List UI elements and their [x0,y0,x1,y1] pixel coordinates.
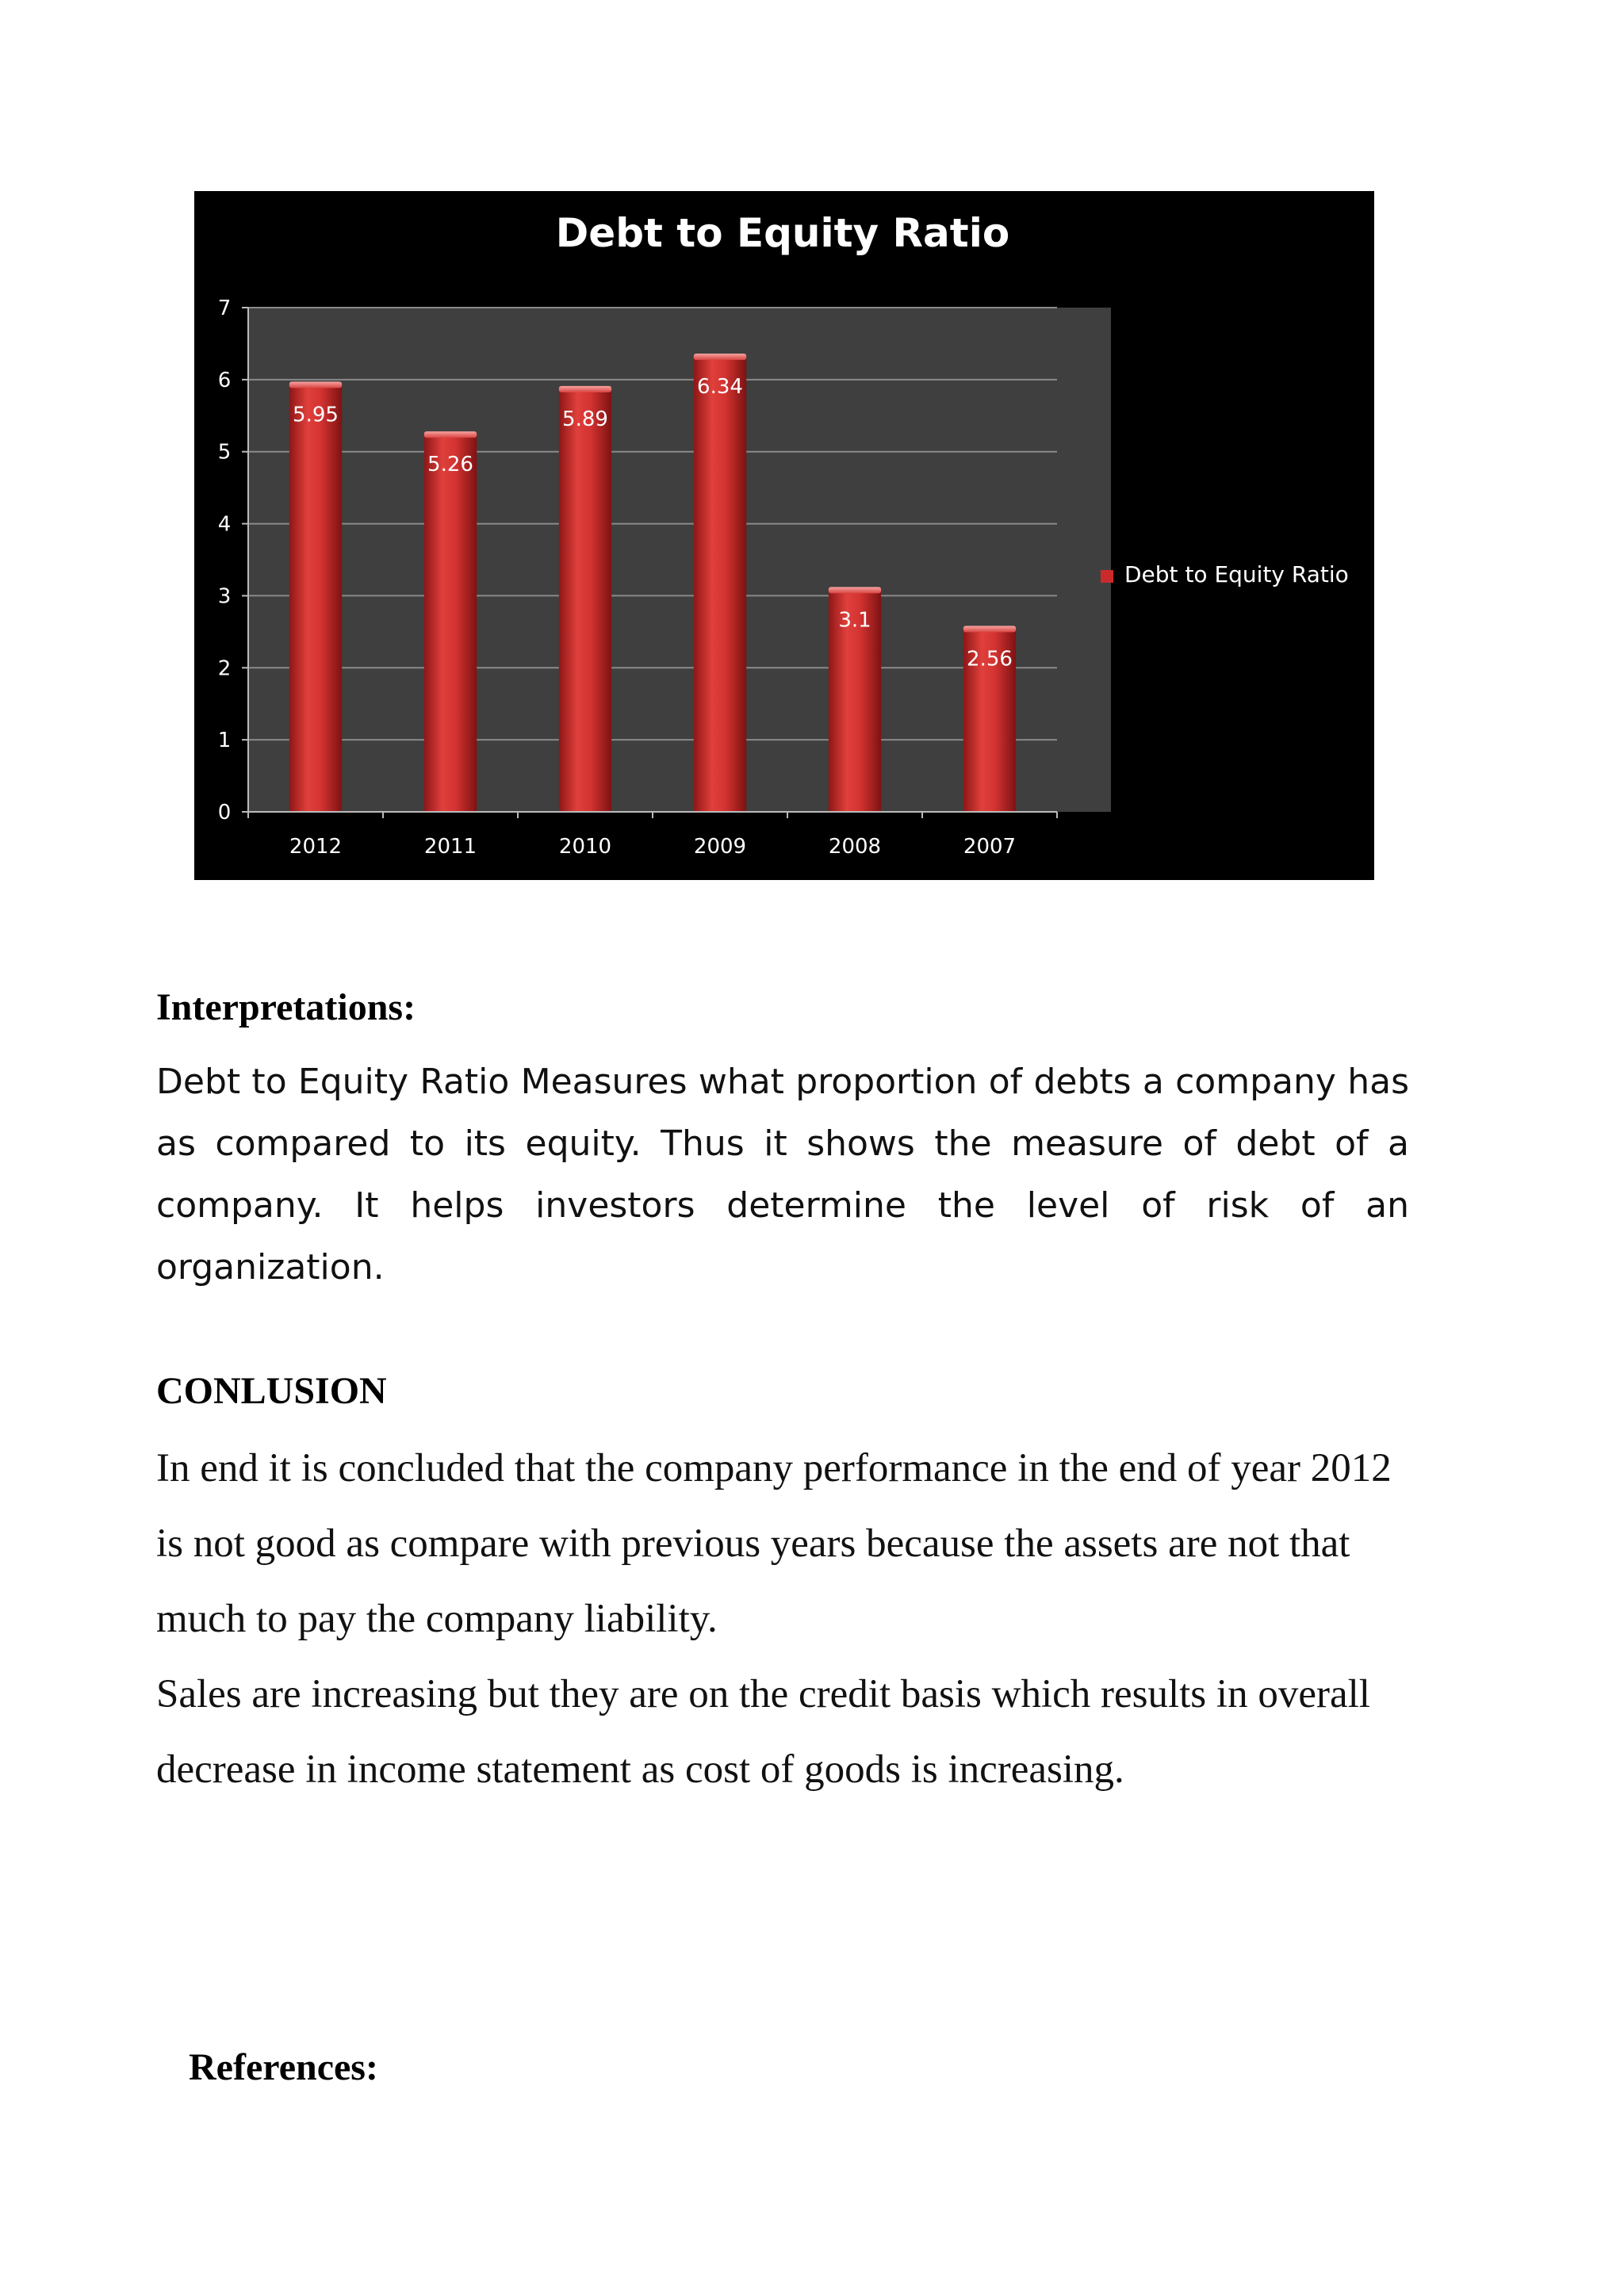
bar-2010 [559,386,611,812]
x-tick-label: 2009 [693,835,747,859]
data-label: 3.1 [838,608,871,633]
y-tick-label: 6 [217,368,232,392]
x-tick-label: 2012 [289,835,343,859]
conclusion-paragraph-2: Sales are increasing but they are on the credit basis which results in overall decrease in income statement as cost of goods is increasing. [156,1672,1370,1792]
data-label: 5.26 [427,453,473,477]
data-label: 5.95 [293,403,339,427]
y-tick-label: 5 [217,440,232,465]
chart-legend [1101,561,1349,587]
bar-2011 [424,431,477,812]
conclusion-paragraph-1: In end it is concluded that the company performance in the end of year 2012 is not good as compare with previous years because the assets are not that much to pay the company liability. [156,1446,1392,1641]
references-heading: References: [189,2046,378,2088]
y-tick-label: 2 [217,656,232,681]
x-tick-label: 2011 [423,835,477,859]
y-tick-label: 3 [217,584,232,609]
conclusion-heading: CONLUSION [156,1370,387,1412]
data-label: 6.34 [697,374,743,399]
bar-body [559,388,611,812]
bar-cap [963,626,1016,632]
bar-cap [694,354,746,360]
interpretations-text: Debt to Equity Ratio Measures what proportion of debts a company has as compared to its equity. Thus it shows the measure of debt of a company. It helps investors determine the level of risk of an organization. [156,1062,1409,1288]
bar-2007 [963,626,1016,812]
bar-body [424,433,477,812]
x-tick-label: 2007 [963,835,1017,859]
bar-cap [829,587,881,593]
y-tick-label: 1 [217,729,232,753]
bar-cap [424,431,477,438]
bar-2009 [694,354,746,812]
bar-2012 [289,381,342,812]
bar-cap [559,386,611,392]
y-tick-label: 7 [217,297,232,320]
chart-svg [194,191,1374,880]
data-label: 5.89 [562,407,608,431]
interpretations-heading: Interpretations: [156,986,416,1028]
bar-body [289,383,342,812]
y-tick-label: 0 [217,801,232,825]
data-label: 2.56 [967,647,1013,672]
chart-title: Debt to Equity Ratio [555,210,1010,256]
bar-body [694,355,746,812]
x-tick-label: 2008 [828,835,882,859]
legend-swatch [1101,570,1113,583]
bar-cap [289,381,342,388]
y-tick-label: 4 [217,512,232,537]
legend-label: Debt to Equity Ratio [1124,561,1349,587]
x-tick-label: 2010 [558,835,612,859]
bar-2008 [829,587,881,812]
debt-to-equity-chart [194,191,1374,880]
